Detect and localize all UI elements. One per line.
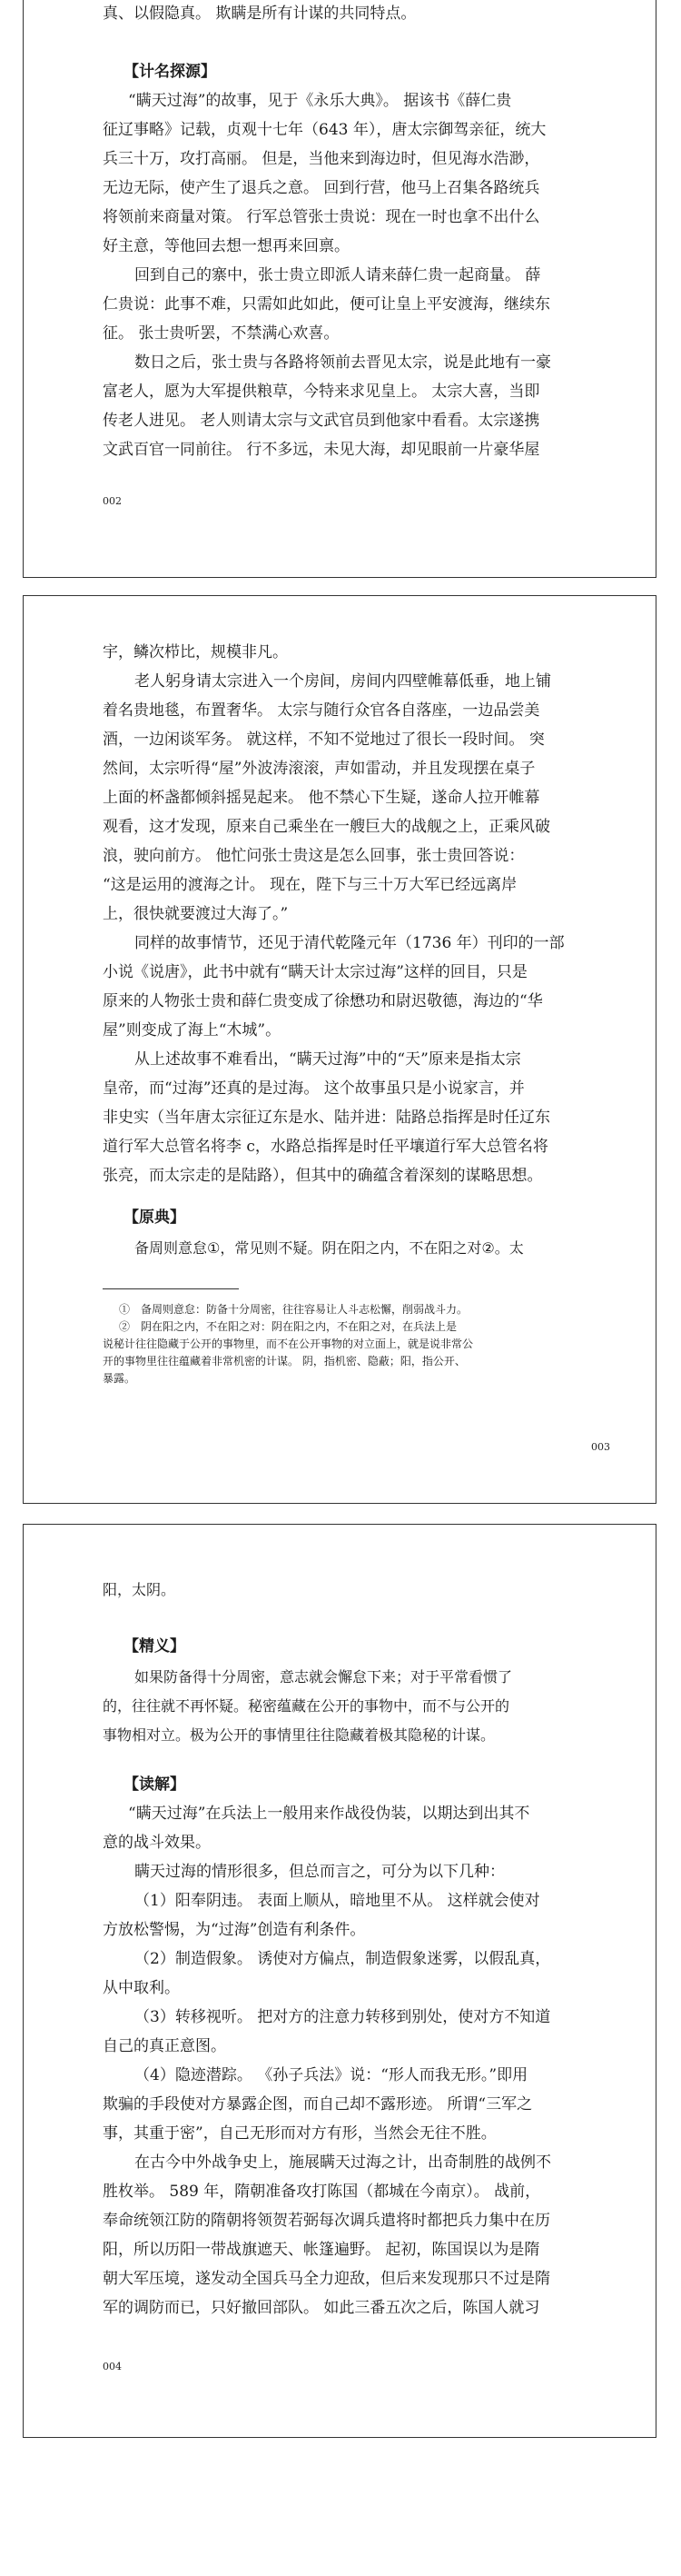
- text-line: 自己的真正意图。: [103, 2037, 226, 2055]
- text-line: 朝大军压境，遂发动全国兵马全力迎敌，但后来发现那只不过是隋: [103, 2270, 550, 2288]
- text-line: “瞒天过海”的故事，见于《永乐大典》。 据该书《薛仁贵: [128, 92, 512, 110]
- text-line: 好主意，等他回去想一想再来回禀。: [103, 237, 350, 255]
- text-line: （2）制造假象。 诱使对方偏点，制造假象迷雾，以假乱真，: [134, 1950, 551, 1968]
- text-line: 非史实（当年唐太宗征辽东是水、陆并进：陆路总指挥是时任辽东: [103, 1109, 550, 1127]
- text-line: 着名贵地毯，布置奢华。 太宗与随行众官各自落座，一边品尝美: [103, 701, 540, 720]
- text-line: 征辽事略》记载，贞观十七年（643 年），唐太宗御驾亲征，统大: [103, 121, 547, 139]
- text-line: “瞒天过海”在兵法上一般用来作战役伪装，以期达到出其不: [128, 1805, 530, 1823]
- meaning-line: 如果防备得十分周密，意志就会懈怠下来；对于平常看惯了: [134, 1668, 513, 1686]
- text-line: 观看，这才发现，原来自己乘坐在一艘巨大的战舰之上，正乘风破: [103, 818, 550, 836]
- section-heading-origin: 【计名探源】: [123, 63, 216, 81]
- text-line: 道行军大总管名将李 c，水路总指挥是时任平壤道行军大总管名将: [103, 1138, 548, 1156]
- page-number: 003: [591, 1441, 610, 1453]
- text-line: 真、以假隐真。 欺瞒是所有计谋的共同特点。: [103, 5, 417, 23]
- text-line: 小说《说唐》，此书中就有“瞒天计太宗过海”这样的回目，只是: [103, 963, 528, 981]
- text-line: 欺骗的手段使对方暴露企图，而自己却不露形迹。 所谓“三军之: [103, 2095, 533, 2114]
- meaning-line: 事物相对立。极为公开的事情里往往隐藏着极其隐秘的计谋。: [103, 1726, 496, 1744]
- text-line: 兵三十万，攻打高丽。 但是，当他来到海边时，但见海水浩渺，: [103, 150, 540, 168]
- footnote-2-cont: 说秘计往往隐藏于公开的事物里，而不在公开事物的对立面上，就是说非常公: [103, 1338, 474, 1350]
- text-line: “这是运用的渡海之计。 现在，陛下与三十万大军已经远离岸: [103, 876, 518, 894]
- text-line: 瞒天过海的情形很多，但总而言之，可分为以下几种：: [134, 1863, 505, 1881]
- text-line: 老人躬身请太宗进入一个房间，房间内四壁帷幕低垂，地上铺: [134, 672, 551, 691]
- footnote-2-cont: 暴露。: [103, 1372, 136, 1385]
- text-line: 原来的人物张士贵和薛仁贵变成了徐懋功和尉迟敬德，海边的“华: [103, 992, 543, 1010]
- book-page-004: [23, 1524, 656, 2438]
- section-heading-interpretation: 【读解】: [123, 1775, 185, 1794]
- page-number: 004: [103, 2361, 122, 2372]
- text-line: 回到自己的寨中，张士贵立即派人请来薛仁贵一起商量。 薛: [134, 266, 541, 284]
- text-line: 酒，一边闲谈军务。 就这样，不知不觉地过了很长一段时间。 突: [103, 731, 545, 749]
- text-line: 浪，驶向前方。 他忙问张士贵这是怎么回事，张士贵回答说：: [103, 847, 525, 865]
- text-line: 同样的故事情节，还见于清代乾隆元年（1736 年）刊印的一部: [134, 934, 565, 952]
- book-page-003: [23, 595, 656, 1504]
- original-text-line: 阳，太阴。: [103, 1581, 176, 1598]
- text-line: 将领前来商量对策。 行军总管张士贵说：现在一时也拿不出什么: [103, 208, 540, 226]
- text-line: 在古今中外战争史上，施展瞒天过海之计，出奇制胜的战例不: [134, 2153, 551, 2172]
- text-line: 传老人进见。 老人则请太宗与文武官员到他家中看看。太宗遂携: [103, 412, 540, 430]
- text-line: 上，很快就要渡过大海了。”: [103, 905, 289, 923]
- text-line: （4）隐迹潜踪。 《孙子兵法》说：“形人而我无形。”即用: [134, 2066, 528, 2084]
- page-number: 002: [103, 495, 122, 507]
- text-line: 屋”则变成了海上“木城”。: [103, 1021, 281, 1039]
- text-line: 从中取利。: [103, 1979, 180, 1997]
- text-line: 富老人，愿为大军提供粮草，今特来求见皇上。 太宗大喜，当即: [103, 383, 540, 401]
- text-line: 从上述故事不难看出，“瞒天过海”中的“天”原来是指太宗: [134, 1050, 521, 1069]
- original-text-line: 备周则意怠①，常见则不疑。阴在阳之内，不在阳之对②。太: [134, 1239, 524, 1257]
- text-line: 张亮，而太宗走的是陆路），但其中的确蕴含着深刻的谋略思想。: [103, 1167, 543, 1185]
- section-heading-original-text: 【原典】: [123, 1208, 185, 1227]
- text-line: 上面的杯盏都倾斜摇晃起来。 他不禁心下生疑，遂命人拉开帷幕: [103, 789, 540, 807]
- text-line: （1）阳奉阴违。 表面上顺从，暗地里不从。 这样就会使对: [134, 1892, 540, 1910]
- text-line: 然间，太宗听得“屋”外波涛滚滚，声如雷动，并且发现摆在桌子: [103, 760, 536, 778]
- text-line: 仁贵说：此事不难，只需如此如此，便可让皇上平安渡海，继续东: [103, 295, 550, 313]
- text-line: 数日之后，张士贵与各路将领前去晋见太宗，说是此地有一豪: [134, 353, 551, 372]
- footnote-1: ① 备周则意怠：防备十分周密，往往容易让人斗志松懈，削弱战斗力。: [119, 1303, 469, 1316]
- text-line: 征。 张士贵听罢，不禁满心欢喜。: [103, 324, 340, 343]
- meaning-line: 的，往往就不再怀疑。秘密蕴藏在公开的事物中，而不与公开的: [103, 1697, 510, 1715]
- text-line: 事，其重于密”，自己无形而对方有形，当然会无往不胜。: [103, 2124, 497, 2143]
- text-line: 无边无际，使产生了退兵之意。 回到行营，他马上召集各路统兵: [103, 179, 540, 197]
- section-heading-meaning: 【精义】: [123, 1637, 185, 1656]
- book-page-002: [23, 0, 656, 578]
- footnote-2-cont: 开的事物里往往蕴藏着非常机密的计谋。 阴，指机密、隐蔽；阳，指公开、: [103, 1355, 466, 1368]
- footnote-2: ② 阴在阳之内，不在阳之对：阴在阳之内，不在阳之对，在兵法上是: [119, 1320, 458, 1333]
- text-line: 方放松警惕，为“过海”创造有利条件。: [103, 1921, 366, 1939]
- text-line: 皇帝，而“过海”还真的是过海。 这个故事虽只是小说家言，并: [103, 1079, 525, 1098]
- text-line: 军的调防而已，只好撤回部队。 如此三番五次之后，陈国人就习: [103, 2299, 540, 2317]
- text-line: 阳，所以历阳一带战旗遮天、帐篷遍野。 起初，陈国误以为是隋: [103, 2241, 540, 2259]
- text-line: 文武百官一同前往。 行不多远，未见大海，却见眼前一片豪华屋: [103, 441, 540, 459]
- text-line: 奉命统领江防的隋朝将领贺若弼每次调兵遣将时都把兵力集中在历: [103, 2212, 550, 2230]
- text-line: 胜枚举。 589 年，隋朝准备攻打陈国（都城在今南京）。 战前，: [103, 2183, 541, 2201]
- text-line: 意的战斗效果。: [103, 1834, 211, 1852]
- text-line: （3）转移视听。 把对方的注意力转移到别处，使对方不知道: [134, 2008, 551, 2026]
- text-line: 宇，鳞次栉比，规模非凡。: [103, 643, 288, 661]
- footnote-divider: [103, 1288, 239, 1289]
